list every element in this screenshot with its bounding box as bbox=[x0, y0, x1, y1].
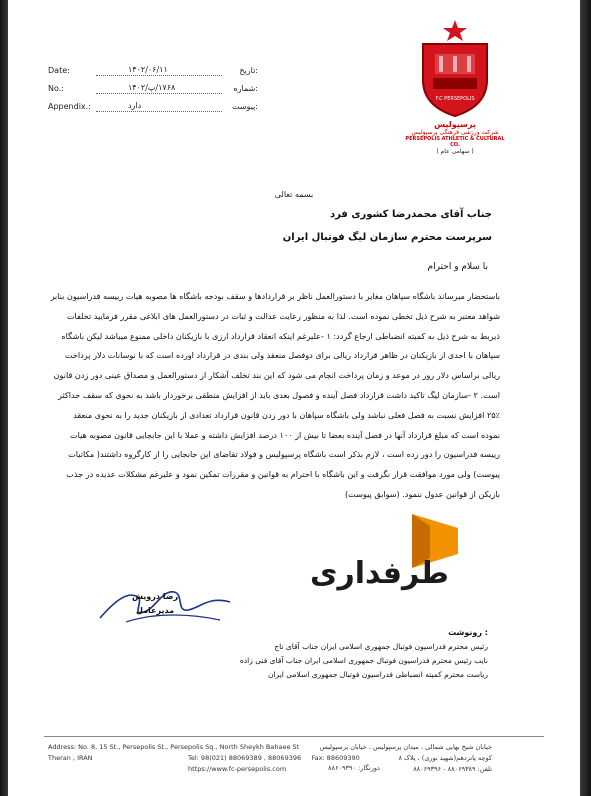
signer-title: مدیرعامل bbox=[135, 606, 175, 615]
basmala: بسمه تعالی bbox=[274, 190, 314, 199]
letter-meta bbox=[48, 62, 258, 116]
date-value: ۱۴۰۲/۰۶/۱۱ bbox=[128, 65, 168, 74]
appendix-row bbox=[48, 98, 258, 116]
number-line bbox=[96, 93, 222, 94]
greeting: با سلام و احترام bbox=[427, 262, 488, 272]
appendix-value: دارد bbox=[128, 101, 142, 110]
letter-body bbox=[36, 287, 500, 505]
appendix-line bbox=[96, 111, 222, 112]
date-line bbox=[96, 75, 222, 76]
footer-address-fa-2: کوچه پانزدهم(شهید نوری) ، پلاک ۸ bbox=[398, 754, 492, 762]
footer-fax-en: Fax: 88609390 bbox=[311, 754, 360, 762]
footer-address-fa-1: خیابان شیخ بهایی شمالی ، میدان پرسپولیس ، خیابان پرسپولیس bbox=[319, 743, 492, 751]
club-logo-block bbox=[400, 18, 510, 155]
footer-fax-fa: دورنگار: ۸۸۶۰۹۳۹۰ bbox=[328, 764, 380, 772]
cc-line: ریاست محترم کمیته انضباطی فدراسیون فوتبال جمهوری اسلامی ایران bbox=[267, 670, 488, 679]
body-line: ۲۵٪ افزایش نسبت به فصل فعلی نباشد ولی باشگاه سپاهان با دور زدن قانون قرارداد تعدادی از بازیکنان جدید را به نحوی منعقد bbox=[73, 409, 500, 420]
number-label-fa: :شماره bbox=[233, 84, 258, 93]
body-line: است. ۲ -سازمان لیگ تاکید داشت قرارداد فصل آینده و فصول بعدی باید از افزایش منطقی برخوردار باشد به نحوی که سقف حداکثر bbox=[58, 389, 500, 400]
body-line: باستحضار میرساند باشگاه سپاهان مغایر با دستورالعمل ناظر بر قراردادها و سقف بودجه باشگاه ها مصوبه هیات رییسه فدراسیون بنابر bbox=[50, 291, 500, 301]
letter-page bbox=[8, 0, 580, 796]
body-line: رییسه فدراسیون را دور زده است ، لازم بذکر است باشگاه پرسپولیس و فولاد تقاضای این جابجایی را از کارگروه داشتند( مکاتبات bbox=[68, 449, 500, 460]
body-line: پیوست) ولی مورد موافقت قرار نگرفت و این باشگاه با احترام به قوانین و مقررات تمکین نمود و علیرغم مشکلات عدیده در جذب bbox=[66, 469, 500, 480]
body-line: ریالی براساس دلار روز در موعد و زمان پرداخت انجام می شود که این بند تخلف آشکار از دستورالعمل و مصداق عینی دور زدن قانون bbox=[53, 370, 500, 381]
footer-phone-fa: تلفن: ۸۸۰۶۹۳۸۹ - ۸۸۰۶۹۳۹۶ bbox=[413, 765, 492, 773]
footer-address-en: Address: No. 8, 15 St., Persepolis St., Persepolis Sq., North Sheykh Bahaee St bbox=[48, 743, 300, 751]
footer-divider bbox=[44, 736, 544, 737]
persepolis-logo-icon bbox=[413, 18, 497, 118]
signature-icon bbox=[96, 582, 236, 626]
footer-phone-en: Tel: 98(021) 88069389 , 88069396 bbox=[188, 754, 302, 762]
body-line: سپاهان با احدی از بازیکنان در ظاهر قرارداد ریالی برای دوفصل منعقد ولی بندی در قرارداد اورده است که با نوسانات دلار پرداخت bbox=[64, 350, 500, 361]
addressee-title: سرپرست محترم سازمان لیگ فوتبال ایران bbox=[282, 232, 492, 243]
appendix-label: Appendix.: bbox=[48, 102, 91, 111]
footer-city-en: Theran , IRAN bbox=[48, 754, 93, 762]
date-label: Date: bbox=[48, 66, 70, 75]
number-value: ۱۷۶۸/پ/۱۴۰۲ bbox=[128, 83, 176, 92]
body-line: ذیربط به شرح ذیل به کمیته انضباطی ارجاع گردد: ۱ -علیرغم اینکه انعقاد قرارداد ارزی با بازیکنان داخلی ممنوع میباشد لیکن باشگاه bbox=[61, 330, 500, 341]
company-type-fa: ( سهامی عام ) bbox=[436, 148, 474, 155]
scan-edge-left bbox=[0, 0, 8, 796]
number-label: No.: bbox=[48, 84, 64, 93]
body-line: بازیکن از قوانین عدول ننمود. (سوابق پیوست) bbox=[345, 488, 500, 499]
signer-name: رضا درویش bbox=[131, 592, 179, 601]
body-line: شواهد معتبر به شرح ذیل تخطی نموده است. لذا به منظور رعایت عدالت و ثبات در دستورالعمل های ابلاغی مقرر فرمایید تخلفات bbox=[66, 310, 500, 321]
cc-line: نایب رئیس محترم فدراسیون فوتبال جمهوری اسلامی ایران جناب آقای فنی زاده bbox=[239, 656, 488, 665]
date-row bbox=[48, 62, 258, 80]
cc-line: رئیس محترم فدراسیون فوتبال جمهوری اسلامی ایران جناب آقای تاج bbox=[274, 642, 488, 651]
number-row bbox=[48, 80, 258, 98]
date-label-fa: :تاریخ bbox=[239, 66, 258, 75]
cc-heading: : رونوشت bbox=[448, 628, 488, 637]
scan-edge-right bbox=[580, 0, 591, 796]
logo-club-en: F.C PERSEPOLIS bbox=[435, 96, 475, 102]
addressee-name: جناب آقای محمدرضا کشوری فرد bbox=[329, 209, 492, 220]
company-name-en: PERSEPOLIS ATHLETIC & CULTURAL CO. bbox=[405, 136, 505, 148]
company-name-fa: شرکت ورزشی فرهنگی پرسپولیس bbox=[411, 129, 499, 136]
footer-website[interactable]: https://www.fc-persepolis.com bbox=[188, 765, 287, 773]
appendix-label-fa: :پیوست bbox=[231, 102, 258, 111]
body-line: نموده است که مبلغ قرارداد آنها در فصل آینده بعضا تا بیش از ۱۰۰ درصد افزایش داشته و عملا با این جابجایی قانون مصوبه هیات bbox=[70, 429, 500, 440]
club-name-fa: پرسپولیس bbox=[434, 120, 476, 129]
watermark-text: طرفداری bbox=[310, 556, 449, 591]
